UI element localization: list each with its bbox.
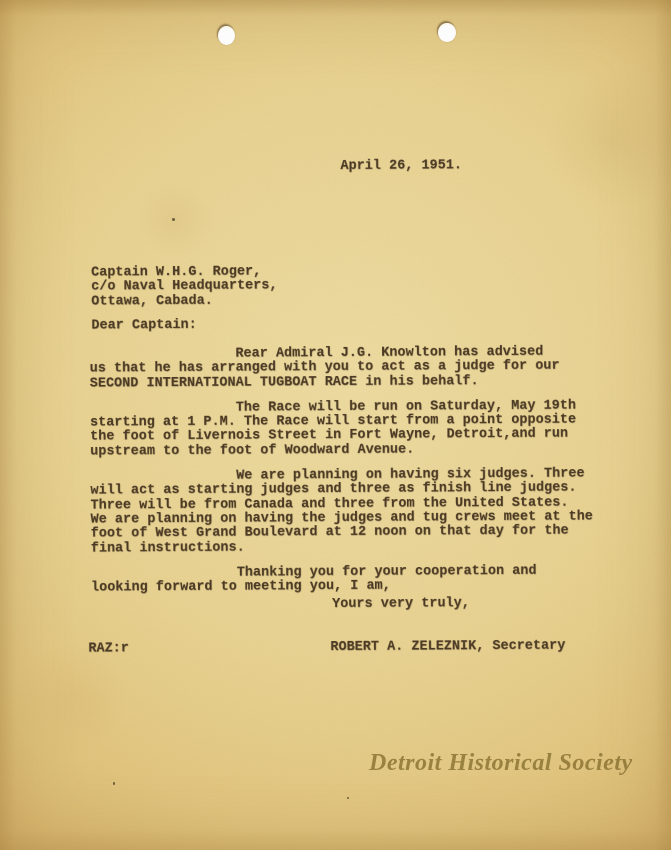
letter-line: SECOND INTERNATIONAL TUGBOAT RACE in his behalf. [89, 373, 479, 392]
letter-line: upstream to the foot of Woodward Avenue. [90, 442, 415, 460]
letter-line: The Race will be run on Saturday, May 19th [89, 398, 577, 417]
paragraph-2 [90, 399, 593, 459]
salutation: Dear Captain: [91, 317, 197, 334]
letter-line: will act as starting judges and three as finish line judges. [90, 480, 577, 499]
recipient-city-line: Ottawa, Cabada. [91, 293, 213, 310]
letter-line: looking forward to meeting you, I am, [90, 578, 391, 596]
letter-line: us that he has arranged with you to act as a judge for our [89, 358, 560, 377]
paragraph-3 [90, 468, 593, 557]
letter-line: final instructions. [90, 540, 245, 557]
signature-name: ROBERT A. ZELEZNIK, Secretary [330, 638, 566, 656]
letter-line: starting at 1 P.M. The Race will start from a point opposite [89, 412, 577, 431]
letter-line: We are planning on having the judges and tug crews meet at the [90, 509, 593, 528]
letter-date: April 26, 1951. [340, 158, 462, 174]
letter-line: Thanking you for your cooperation and [90, 563, 537, 582]
letter-line: Rear Admiral J.G. Knowlton has advised [89, 344, 544, 363]
letter-line: the foot of Livernois Street in Fort Wayne, Detroit,and run [90, 427, 569, 445]
closing-phrase: Yours very truly, [332, 596, 470, 613]
recipient-address-block [91, 265, 278, 309]
paragraph-4 [91, 564, 593, 596]
letter-line: foot of West Grand Boulevard at 12 noon on that day for the [90, 523, 569, 542]
letter-line: We are planning on having six judges. Three [90, 466, 585, 485]
paragraph-1 [90, 345, 593, 391]
archive-watermark: Detroit Historical Society [369, 750, 633, 776]
recipient-name-line: Captain W.H.G. Roger, [91, 264, 262, 281]
recipient-org-line: c/o Naval Headquarters, [91, 278, 278, 295]
typist-initials: RAZ:r [88, 641, 129, 657]
letter-paragraphs [90, 345, 594, 607]
letter-line: Three will be from Canada and three from the United States. [90, 495, 569, 514]
